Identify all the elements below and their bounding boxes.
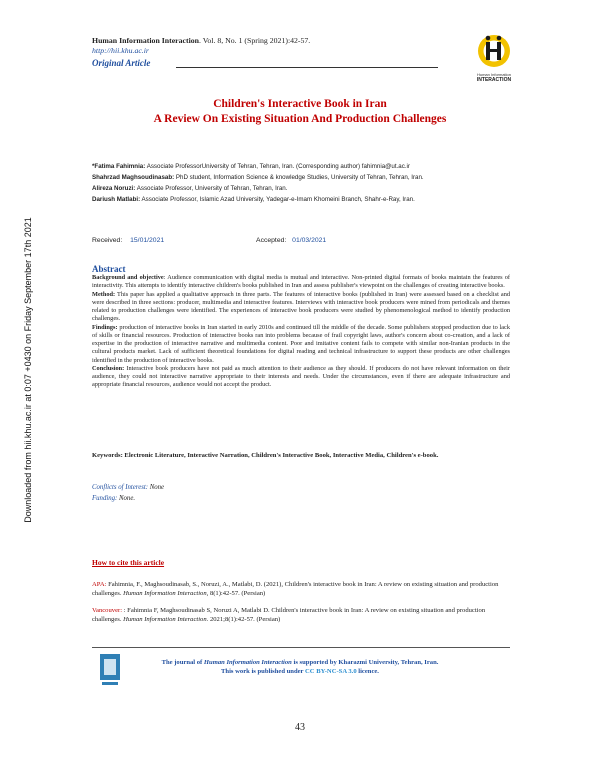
abstract-findings xyxy=(92,324,510,365)
author-affiliation: Associate ProfessorUniversity of Tehran, Tehran, Iran. (Corresponding author) fahimnia@ut.ac.ir xyxy=(146,163,410,170)
apa-tail: , 8(1):42-57. (Persian) xyxy=(206,590,266,597)
vancouver-label: Vancouver: xyxy=(92,607,123,614)
journal-citation-line xyxy=(92,36,310,45)
kharazmi-logo-icon xyxy=(98,652,122,688)
footer-line1-b: is supported by Kharazmi University, Tehran, Iran. xyxy=(291,659,439,666)
funding-value: None. xyxy=(117,495,136,502)
author-affiliation: Associate Professor, University of Tehran, Tehran, Iran. xyxy=(136,185,288,192)
author-entry xyxy=(92,163,532,170)
submission-dates xyxy=(92,237,512,244)
author-name: Dariush Matlabi: xyxy=(92,196,141,203)
apa-citation xyxy=(92,580,512,598)
article-type: Original Article xyxy=(92,58,151,68)
university-logo xyxy=(98,652,122,688)
apa-label: APA: xyxy=(92,581,107,588)
how-to-cite-heading: How to cite this article xyxy=(92,558,165,567)
received-label: Received: xyxy=(92,237,123,244)
footer-line2-a: This work is published under xyxy=(221,668,306,675)
funding xyxy=(92,495,135,502)
accepted-date: 01/03/2021 xyxy=(292,237,327,244)
logo-caption-line1: Human Information xyxy=(476,72,511,77)
abstract-heading: Abstract xyxy=(92,264,126,274)
findings-label: Findings: xyxy=(92,323,118,331)
footer-journal: Human Information Interaction xyxy=(203,659,292,666)
author-name: *Fatima Fahimnia: xyxy=(92,163,146,170)
conclusion-label: Conclusion: xyxy=(92,364,125,372)
page-number: 43 xyxy=(295,722,305,733)
license-link[interactable]: CC BY-NC-SA 3.0 xyxy=(305,668,357,675)
method-text: This paper has applied a qualitative approach in three parts. The features of interactive books (published in Iran) were assessed based on a checklist and were described in three sections: producer, multimedia and interactive features. Interviews with interactive book producers were mined from periodicals and themes related to production challenges were identified. The experiences of interactive book producers were studied by phenomenological method to identify production challenges. xyxy=(92,290,510,323)
footer-line2 xyxy=(130,667,470,676)
journal-name: Human Information Interaction xyxy=(92,36,199,45)
footer-line1-a: The journal of xyxy=(161,659,204,666)
abstract-conclusion xyxy=(92,365,510,390)
author-entry xyxy=(92,196,532,203)
abstract-method xyxy=(92,291,510,324)
author-affiliation: Associate Professor, Islamic Azad University, Yadegar-e-Imam Khomeini Branch, Shahr-e-Ray, Iran. xyxy=(141,196,415,203)
footer-notice xyxy=(130,658,470,676)
vancouver-citation xyxy=(92,606,512,624)
conflicts-of-interest xyxy=(92,484,164,491)
vancouver-journal: Human Information Interaction xyxy=(123,616,207,623)
paper-title-line1: Children's Interactive Book in Iran xyxy=(213,98,387,110)
vancouver-text: : Fahimnia F, Maghsoudinasab S, Noruzi A, Matlabi D. Children's interactive book in Iran: A review on existing situation and production challenges. xyxy=(92,607,486,623)
journal-details: . Vol. 8, No. 1 (Spring 2021):42-57. xyxy=(199,36,311,45)
download-watermark-text: Downloaded from hii.khu.ac.ir at 0:07 +0430 on Friday September 17th 2021 xyxy=(23,217,33,523)
keywords xyxy=(92,452,510,459)
apa-journal: Human Information Interaction xyxy=(123,590,207,597)
journal-logo xyxy=(464,32,524,88)
received-date: 15/01/2021 xyxy=(130,237,165,244)
background-text: : Audience communication with digital media is mutual and interactive. Non-printed digital formats of books maintain the features of interactivity. This attempts to identify interactive children's books published in Iran and assess publisher's viewpoint on the challenges of creating interactive books. xyxy=(92,274,511,290)
journal-url-link[interactable]: http://hii.khu.ac.ir xyxy=(92,46,149,55)
accepted-label: Accepted: xyxy=(256,237,287,244)
keywords-text: Electronic Literature, Interactive Narration, Children's Interactive Book, Interactive Media, Children's e-book. xyxy=(122,452,439,459)
author-name: Alireza Noruzi: xyxy=(92,185,136,192)
method-label: Method: xyxy=(92,290,116,298)
conflicts-value: None xyxy=(148,484,165,491)
footer-line1 xyxy=(130,658,470,667)
download-watermark xyxy=(18,160,38,580)
article-type-rule xyxy=(176,67,438,68)
keywords-label: Keywords: xyxy=(92,452,123,459)
funding-label: Funding: xyxy=(92,495,118,502)
author-entry xyxy=(92,185,532,192)
abstract-background xyxy=(92,274,510,291)
author-name: Shahrzad Maghsoudinasab: xyxy=(92,174,175,181)
background-label: Background and objective xyxy=(92,274,164,281)
paper-title-line2: A Review On Existing Situation And Production Challenges xyxy=(153,113,447,125)
abstract-body xyxy=(92,274,510,390)
author-entry xyxy=(92,174,532,181)
findings-text: production of interactive books in Iran started in early 2010s and continued till the middle of the decade. Some publishers stopped production due to lack of skills or financial resources. Production of interactive books ran into problems because of frail copyright laws, author's concern about co-creation, and a lack of expertise in the production of interactive narrative and multimedia content. Poor and imitative content fails to compete with similar non-Iranian products in the cultural products market. Lack of sufficient theoretical foundations for digital reading and technical infrastructure to support these products are other challenges identified in the production of interactive books. xyxy=(92,323,510,364)
footer-line2-b: licence. xyxy=(356,668,379,675)
vancouver-tail: . 2021;8(1):42-57. (Persian) xyxy=(206,616,281,623)
apa-text: Fahimnia, F., Maghsoudinasab, S., Noruzi, A., Matlabi, D. (2021), Children's interactive book in Iran: A review on existing situation and production challenges. xyxy=(92,581,499,597)
footer-rule xyxy=(92,647,510,648)
conclusion-text: Interactive book producers have not paid as much attention to their audience as they should. If producers do not have relevant information on their audience, they could not interactive narrative appropriate to their interests and needs. Under the circumstances, even if there are adequate infrastructure and appropriate financial resources, audience would not accept the product. xyxy=(92,364,510,389)
logo-caption-line2: INTERACTION xyxy=(476,77,512,83)
author-affiliation: PhD student, Information Science & knowledge Studies, University of Tehran, Tehran, Iran. xyxy=(175,174,424,181)
conflicts-label: Conflicts of Interest: xyxy=(92,484,149,491)
